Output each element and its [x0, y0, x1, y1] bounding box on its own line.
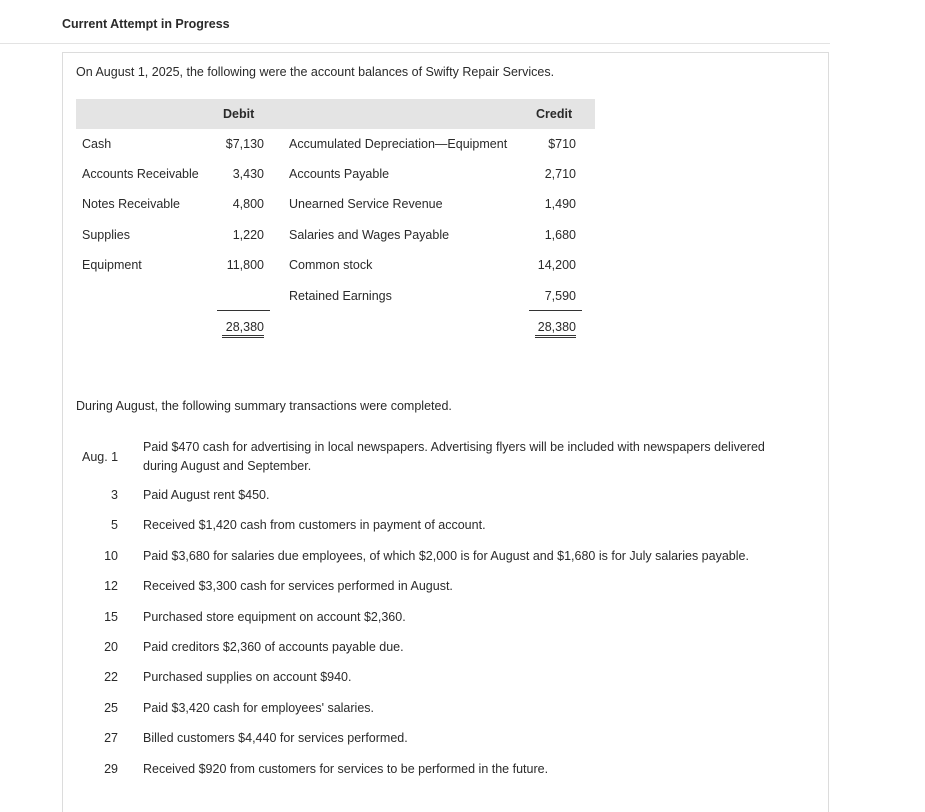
- debit-account-name: Equipment: [82, 258, 142, 272]
- transaction-description: Purchased supplies on account $940.: [143, 670, 352, 684]
- credit-total-rule: [529, 310, 582, 311]
- debit-account-name: Notes Receivable: [82, 197, 180, 211]
- debit-total-rule: [217, 310, 270, 311]
- attempt-header: [0, 0, 830, 44]
- transaction-date: 3: [111, 488, 118, 502]
- transaction-description: Paid $3,420 cash for employees' salaries.: [143, 701, 374, 715]
- debit-amount: 1,220: [232, 228, 264, 242]
- debit-account-name: Accounts Receivable: [82, 167, 199, 181]
- debit-amount: 4,800: [232, 197, 264, 211]
- transaction-date: 12: [104, 579, 118, 593]
- credit-amount: 1,680: [544, 228, 576, 242]
- credit-account-name: Unearned Service Revenue: [289, 197, 443, 211]
- transaction-description: Paid $470 cash for advertising in local newspapers. Advertising flyers will be included with newspapers delivered: [143, 440, 765, 454]
- debit-account-name: Cash: [82, 137, 112, 151]
- transaction-date: 20: [104, 640, 118, 654]
- transaction-description: during August and September.: [143, 459, 312, 473]
- balance-table-header: [76, 99, 595, 129]
- debit-amount: $7,130: [225, 137, 264, 151]
- credit-total-double-underline: [535, 335, 576, 338]
- transaction-date: 5: [111, 518, 118, 532]
- credit-account-name: Common stock: [289, 258, 373, 272]
- problem-intro: On August 1, 2025, the following were the account balances of Swifty Repair Services.: [76, 65, 555, 79]
- credit-header: Credit: [536, 107, 573, 121]
- credit-amount: $710: [548, 137, 576, 151]
- transaction-date: Aug. 1: [82, 450, 119, 464]
- transaction-date: 29: [104, 762, 118, 776]
- credit-amount: 14,200: [537, 258, 576, 272]
- credit-account-name: Retained Earnings: [289, 289, 392, 303]
- transaction-description: Received $3,300 cash for services performed in August.: [143, 579, 453, 593]
- debit-account-name: Supplies: [82, 228, 130, 242]
- transaction-date: 25: [104, 701, 118, 715]
- debit-amount: 3,430: [232, 167, 264, 181]
- attempt-status-title: Current Attempt in Progress: [62, 17, 230, 31]
- credit-account-name: Salaries and Wages Payable: [289, 228, 450, 242]
- transaction-description: Received $1,420 cash from customers in payment of account.: [143, 518, 486, 532]
- transaction-description: Received $920 from customers for services to be performed in the future.: [143, 762, 549, 776]
- transaction-date: 15: [104, 610, 118, 624]
- transactions-intro: During August, the following summary transactions were completed.: [76, 399, 452, 413]
- credit-total: 28,380: [537, 320, 576, 334]
- transaction-description: Paid August rent $450.: [143, 488, 270, 502]
- debit-header: Debit: [223, 107, 255, 121]
- transaction-date: 22: [104, 670, 118, 684]
- credit-account-name: Accumulated Depreciation—Equipment: [289, 137, 508, 151]
- transaction-description: Purchased store equipment on account $2,360.: [143, 610, 406, 624]
- credit-amount: 1,490: [544, 197, 576, 211]
- transaction-description: Paid $3,680 for salaries due employees, of which $2,000 is for August and $1,680 is for July salaries payable.: [143, 549, 749, 563]
- transaction-date: 10: [104, 549, 118, 563]
- transaction-description: Billed customers $4,440 for services performed.: [143, 731, 408, 745]
- credit-account-name: Accounts Payable: [289, 167, 390, 181]
- debit-amount: 11,800: [226, 258, 264, 272]
- credit-amount: 7,590: [544, 289, 576, 303]
- debit-total-double-underline: [222, 335, 264, 338]
- debit-total: 28,380: [225, 320, 264, 334]
- question-card: [62, 52, 829, 812]
- credit-amount: 2,710: [544, 167, 576, 181]
- transaction-date: 27: [104, 731, 118, 745]
- transaction-description: Paid creditors $2,360 of accounts payable due.: [143, 640, 404, 654]
